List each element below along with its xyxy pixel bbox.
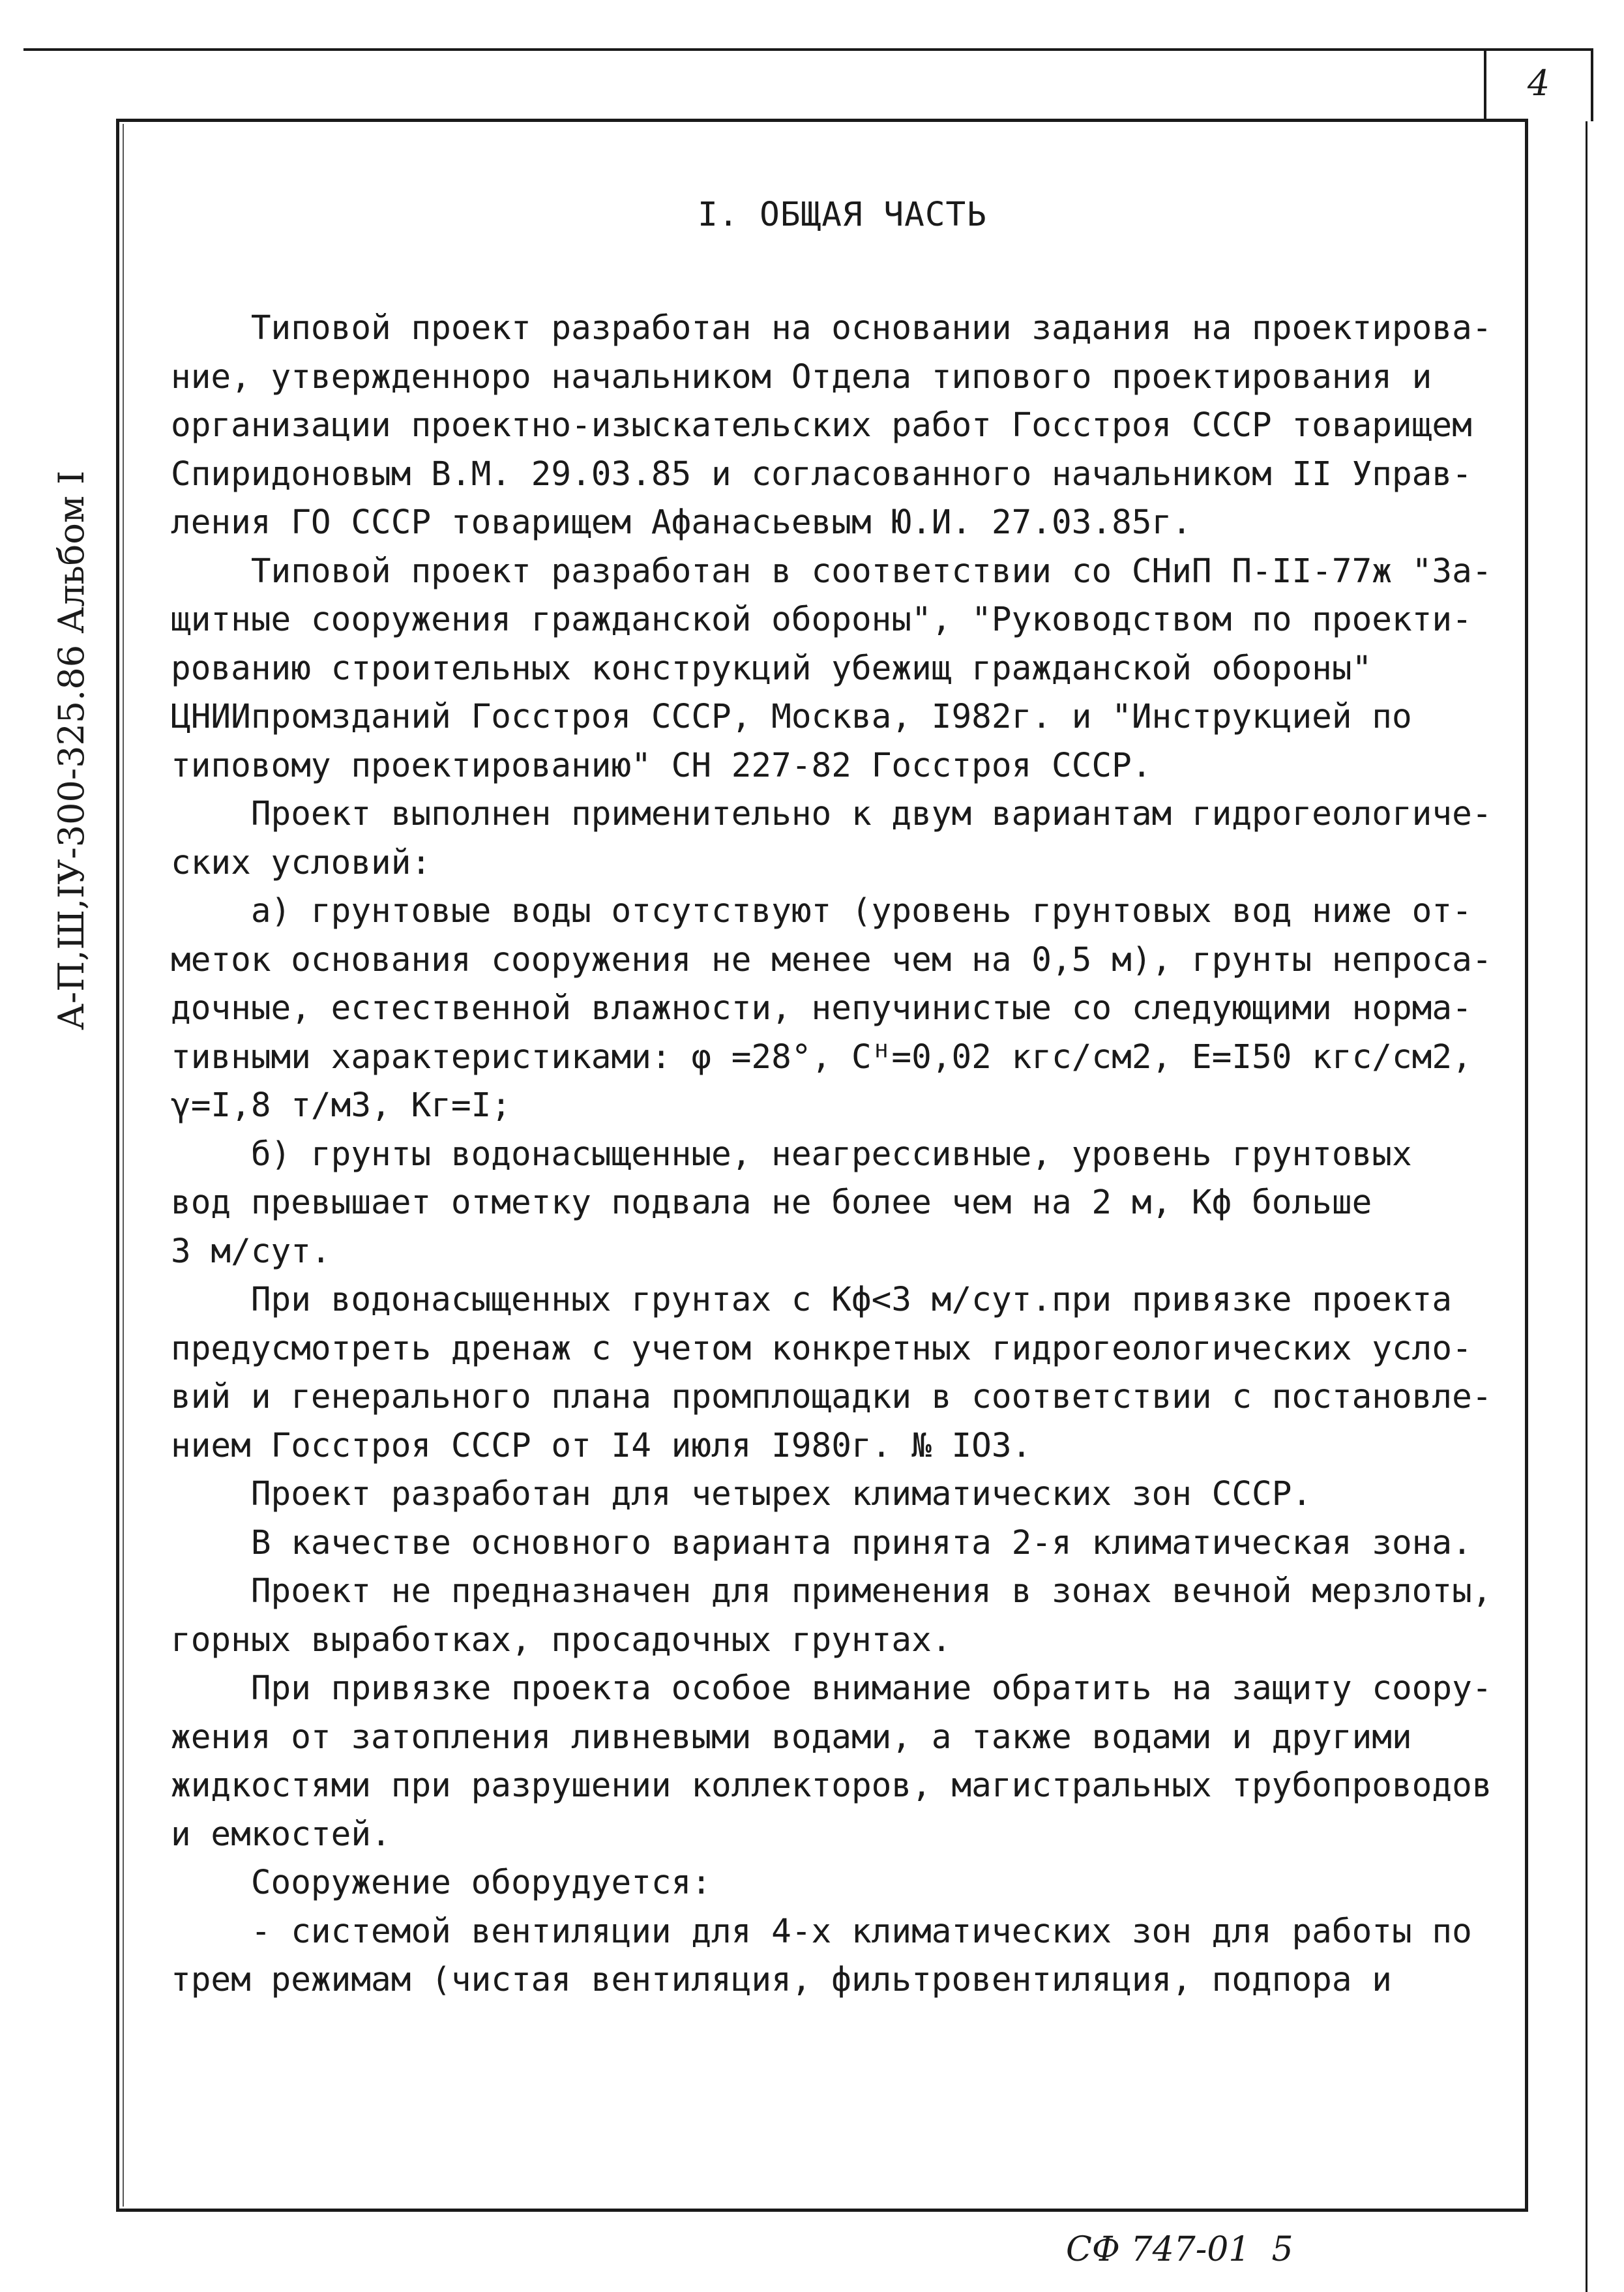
paragraph-ventilation: - системой вентиляции для 4-х климатических зон для работы по трем режимам (чистая вентиляция, фильтровентиляция, подпора и (171, 1912, 1472, 1999)
paragraph-flood-protection: При привязке проекта особое внимание обратить на защиту соору- жения от затопления ливневыми водами, а также водами и другими жидкостями при разрушении коллекторов, магистральных трубопроводов и емкостей. (171, 1669, 1492, 1854)
paragraph-equipment: Сооружение оборудуется: (171, 1864, 712, 1902)
paragraph-standards: Типовой проект разработан в соответствии со СНиП П-II-77ж "За- щитные сооружения гражданской обороны", "Руководством по проекти- рованию строительных конструкций убежищ гражданской обороны" ЦНИИпромзданий Госстроя СССР, Москва, I982г. и "Инструкцией по типовому проектированию" СН 227-82 Госстроя СССР. (171, 552, 1492, 785)
paragraph-variant-a: а) грунтовые воды отсутствуют (уровень грунтовых вод ниже от- меток основания сооружения не менее чем на 0,5 м), грунты непроса- дочные, естественной влажности, непучинистые со следующими норма- тивными характеристиками: φ =28°, Сᴴ=0,02 кгс/см2, Е=I50 кгс/см2, γ=I,8 т/м3, Кг=I; (171, 892, 1492, 1125)
paragraph-variant-b: б) грунты водонасыщенные, неагрессивные, уровень грунтовых вод превышает отметку подвала не более чем на 2 м, Кф больше 3 м/сут. (171, 1135, 1412, 1271)
paragraph-main-variant: В качестве основного варианта принята 2-я климатическая зона. (171, 1523, 1472, 1562)
document-body (171, 196, 1514, 2005)
page-number-box (1484, 48, 1593, 121)
paragraph-basis: Типовой проект разработан на основании задания на проектирова- ние, утвержденноро начальником Отдела типового проектирования и организации проектно-изыскательских работ Госстроя СССР товарищем Спиридоновым В.М. 29.03.85 и согласованного начальником II Управ- ления ГО СССР товарищем Афанасьевым Ю.И. 27.03.85г. (171, 309, 1492, 542)
top-border-line (23, 48, 1593, 51)
right-margin-line (1586, 121, 1587, 2292)
section-title: I. ОБЩАЯ ЧАСТЬ (698, 196, 987, 234)
paragraph-variants: Проект выполнен применительно к двум вариантам гидрогеологиче- ских условий: (171, 795, 1492, 882)
side-album-label: А-П,Ш,IУ-300-325.86 Альбом I (51, 470, 92, 1030)
footer-document-code: СФ 747-01 5 (1066, 2230, 1293, 2269)
paragraph-drainage: При водонасыщенных грунтах с Кф<3 м/сут.при привязке проекта предусмотреть дренаж с учетом конкретных гидрогеологических усло- вий и генерального плана промплощадки в соответствии с постановле- нием Госстроя СССР от I4 июля I980г. № IО3. (171, 1281, 1492, 1465)
paragraph-not-intended: Проект не предназначен для применения в зонах вечной мерзлоты, горных выработках, просадочных грунтах. (171, 1572, 1492, 1659)
page-number: 4 (1527, 63, 1550, 104)
paragraph-climate-zones: Проект разработан для четырех климатических зон СССР. (171, 1475, 1312, 1513)
frame-inner-line (123, 124, 124, 2207)
